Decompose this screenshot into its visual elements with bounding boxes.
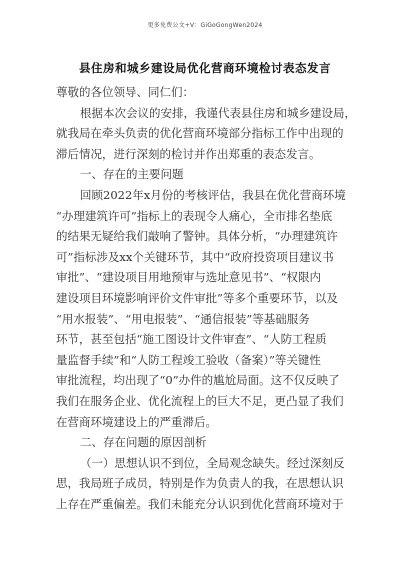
body-line: 滞后情况，进行深刻的检讨并作出郑重的表态发言。 xyxy=(56,146,321,161)
body-line: 的结果无疑给我们敲响了警钟。具体分析，“办理建筑许 xyxy=(56,229,338,244)
body-line: 回顾2022年x月份的考核评估，我县在优化营商环境 xyxy=(80,187,346,202)
document-body xyxy=(56,82,354,514)
body-line: 建设项目环境影响评价文件审批”等多个重要环节，以及 xyxy=(56,290,338,305)
body-line: 思，我局班子成员，特别是作为负责人的我，在思想认识 xyxy=(56,476,344,491)
body-line: 环节，甚至包括“施工图设计文件审查”、“人防工程质 xyxy=(56,332,327,347)
body-line: 在营商环境建设上的严重滞后。 xyxy=(56,414,217,429)
document-title: 县住房和城乡建设局优化营商环境检讨表态发言 xyxy=(79,61,331,75)
salutation: 尊敬的各位领导、同仁们： xyxy=(56,85,194,99)
body-line: “用水报装”、“用电报装”、“通信报装”等基础服务 xyxy=(56,311,310,326)
body-line: 根据本次会议的安排，我谨代表县住房和城乡建设局， xyxy=(80,105,356,120)
body-line: 就我局在牵头负责的优化营商环境部分指标工作中出现的 xyxy=(56,126,344,141)
body-line: 我们在服务企业、优化流程上的巨大不足，更凸显了我们 xyxy=(56,393,344,408)
body-line: 审批”、“建设项目用地预审与选址意见书”、“权限内 xyxy=(56,270,322,285)
body-line: “办理建筑许可”指标上的表现令人痛心，全市排名垫底 xyxy=(56,208,333,223)
section-heading: 二、存在问题的原因剖析 xyxy=(80,435,207,450)
section-heading: 一、存在的主要问题 xyxy=(80,167,184,182)
body-line: 审批流程，均出现了“0”办件的尴尬局面。这不仅反映了 xyxy=(56,373,340,388)
body-line: 可”指标涉及xx个关键环节，其中“政府投资项目建议书 xyxy=(56,249,334,264)
body-line: 上存在严重偏差。我们未能充分认识到优化营商环境对于 xyxy=(56,496,344,511)
body-line: （一）思想认识不到位，全局观念缺失。经过深刻反 xyxy=(80,455,345,470)
header-note: 更多免费公文+V：GiGoGongWen2024 xyxy=(147,22,263,29)
body-line: 量监督手续”和“人防工程竣工验收（备案）”等关键性 xyxy=(56,352,321,367)
